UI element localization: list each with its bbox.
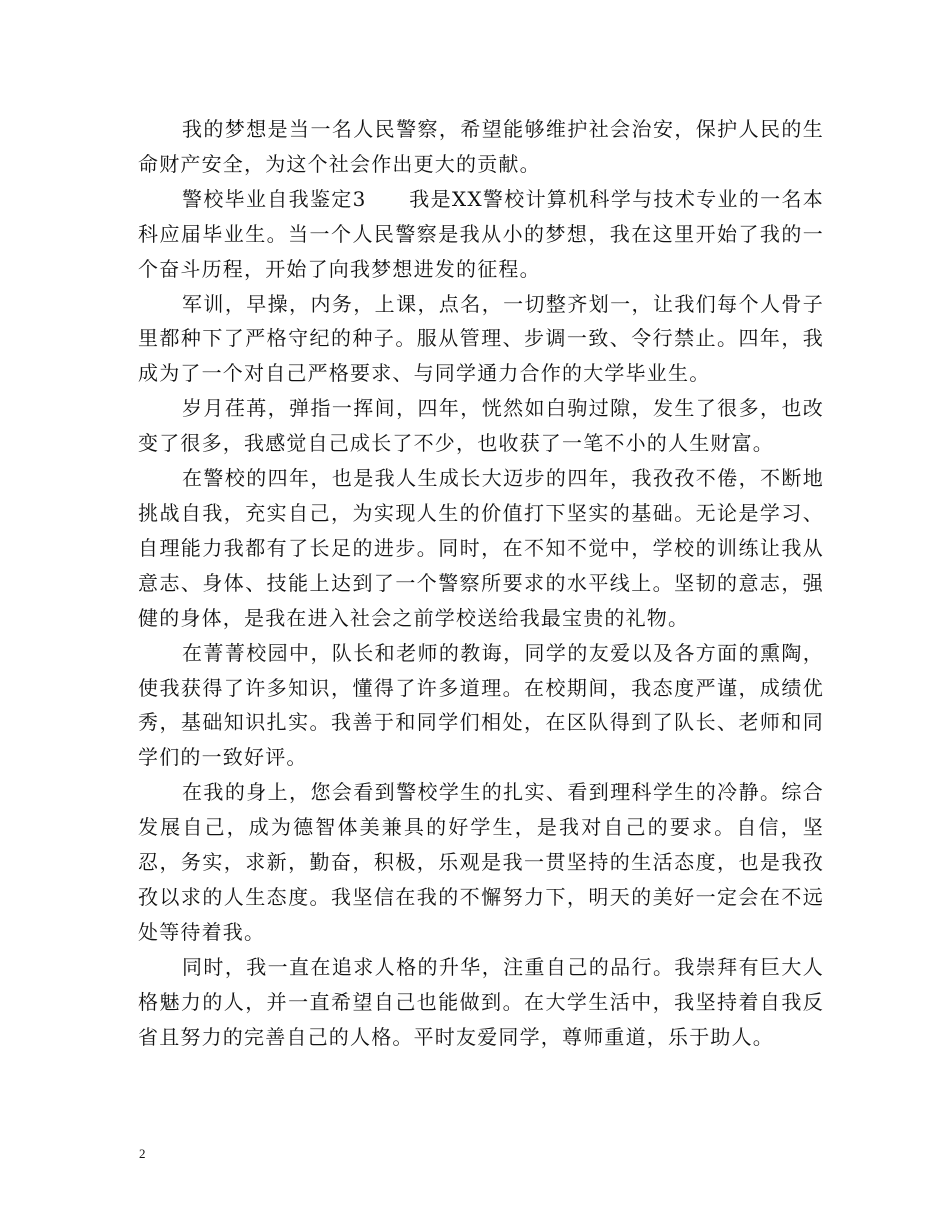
paragraph: 在我的身上，您会看到警校学生的扎实、看到理科学生的冷静。综合发展自己，成为德智体美兼具的好学生，是我对自己的要求。自信，坚忍，务实，求新，勤奋，积极，乐观是我一贯坚持的生活态度，也是我孜孜以求的人生态度。我坚信在我的不懈努力下，明天的美好一定会在不远处等待着我。 (138, 780, 824, 944)
document-body (138, 112, 824, 1054)
paragraph: 在菁菁校园中，队长和老师的教诲，同学的友爱以及各方面的熏陶，使我获得了许多知识，懂得了许多道理。在校期间，我态度严谨，成绩优秀，基础知识扎实。我善于和同学们相处，在区队得到了队长、老师和同学们的一致好评。 (138, 640, 824, 770)
paragraph: 警校毕业自我鉴定3 我是XX警校计算机科学与技术专业的一名本科应届毕业生。当一个人民警察是我从小的梦想，我在这里开始了我的一个奋斗历程，开始了向我梦想进发的征程。 (138, 186, 824, 281)
paragraph: 同时，我一直在追求人格的升华，注重自己的品行。我崇拜有巨大人格魅力的人，并一直希望自己也能做到。在大学生活中，我坚持着自我反省且努力的完善自己的人格。平时友爱同学，尊师重道，乐于助人。 (138, 954, 824, 1049)
page-number: 2 (139, 1146, 146, 1161)
paragraph: 岁月荏苒，弹指一挥间，四年，恍然如白驹过隙，发生了很多，也改变了很多，我感觉自己成长了不少，也收获了一笔不小的人生财富。 (138, 396, 824, 456)
paragraph: 我的梦想是当一名人民警察，希望能够维护社会治安，保护人民的生命财产安全，为这个社会作出更大的贡献。 (138, 117, 824, 176)
paragraph: 军训，早操，内务，上课，点名，一切整齐划一，让我们每个人骨子里都种下了严格守纪的种子。服从管理、步调一致、令行禁止。四年，我成为了一个对自己严格要求、与同学通力合作的大学毕业生。 (138, 291, 824, 386)
paragraph: 在警校的四年，也是我人生成长大迈步的四年，我孜孜不倦，不断地挑战自我，充实自己，为实现人生的价值打下坚实的基础。无论是学习、自理能力我都有了长足的进步。同时，在不知不觉中，学校的训练让我从意志、身体、技能上达到了一个警察所要求的水平线上。坚韧的意志，强健的身体，是我在进入社会之前学校送给我最宝贵的礼物。 (138, 466, 824, 630)
